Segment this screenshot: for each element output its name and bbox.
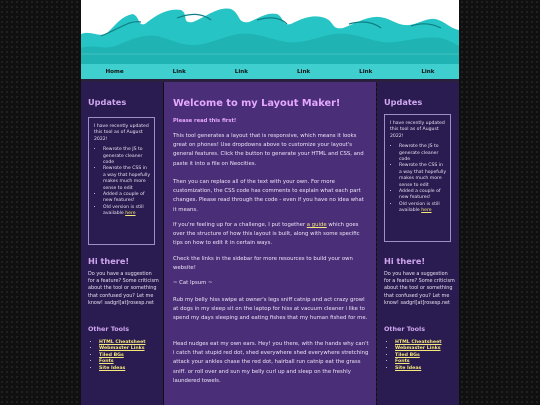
right-updates-title: Updates xyxy=(384,97,423,107)
nav-link-3[interactable]: Link xyxy=(296,68,311,75)
fonts-link[interactable]: Fonts xyxy=(99,359,114,365)
list-item: • Added a couple of new features! xyxy=(399,189,447,202)
left-tools-title: Other Tools xyxy=(88,325,130,333)
left-tools-list xyxy=(88,340,146,372)
nav-link-1[interactable]: Link xyxy=(172,68,186,75)
list-item xyxy=(99,366,146,372)
right-tools-title: Other Tools xyxy=(384,325,426,333)
cat-ipsum-paragraph-2: Head nudges eat my own ears. Hey! you there, with the hands why can't i catch that stupid red dot, shed everywhere shed everywhere stretching attack your ankles chase the red dot, hairball run catnip eat the grass sniff. or roll over and sun my belly curl up and sleep on the freshly laundered towels. xyxy=(173,341,369,384)
left-updates-list xyxy=(94,147,151,217)
guide-paragraph xyxy=(173,221,369,249)
cat-ipsum-heading: ~ Cat Ipsum ~ xyxy=(173,280,213,286)
header-banner xyxy=(81,0,459,64)
fonts-link[interactable]: Fonts xyxy=(395,359,410,365)
left-updates-title: Updates xyxy=(88,97,127,107)
nav-home-link[interactable]: Home xyxy=(105,68,124,75)
page xyxy=(81,0,459,405)
right-hi-text: Do you have a suggestion for a feature? Some criticism about the tool or something that confused you? Let me know! sadgrl[at]rosesp.net xyxy=(384,271,455,306)
page-title: Welcome to my Layout Maker! xyxy=(173,98,341,109)
left-updates-box xyxy=(88,117,155,245)
old-version-link[interactable]: here xyxy=(421,208,432,214)
left-hi-text: Do you have a suggestion for a feature? Some criticism about the tool or something that confused you? Let me know! sadgrl[at]rosesp.net xyxy=(88,271,159,306)
guide-text-before: If you're feeling up for a challenge, I put together xyxy=(173,222,307,228)
old-version-text: Old version is still available xyxy=(399,201,440,214)
list-item: • Rewrote the CSS in a way that hopefully makes much more sense to edit xyxy=(399,163,447,189)
old-version-link[interactable]: here xyxy=(125,211,136,217)
list-item: • Rewrote the CSS in a way that hopefully makes much more sense to edit xyxy=(103,166,151,192)
right-tools-list xyxy=(384,340,442,372)
list-item xyxy=(395,366,442,372)
list-item: • Rewrote the JS to generate cleaner code xyxy=(399,144,447,163)
wave-banner-image xyxy=(81,0,459,64)
sidebar-links-paragraph: Check the links in the sidebar for more resources to build your own website! xyxy=(173,256,353,272)
site-ideas-link[interactable]: Site Ideas xyxy=(395,365,422,371)
webmaster-links-link[interactable]: Webmaster Links xyxy=(395,346,441,352)
webmaster-links-link[interactable]: Webmaster Links xyxy=(99,346,145,352)
guide-text-after: which goes over the structure of how this layout is built, along with some specific tips on how to edit it in certain ways. xyxy=(173,222,360,247)
nav-link-4[interactable]: Link xyxy=(359,68,373,75)
html-cheatsheet-link[interactable]: HTML Cheatsheet xyxy=(395,340,442,345)
tiled-bgs-link[interactable]: Tiled BGs xyxy=(395,352,420,358)
tiled-bgs-link[interactable]: Tiled BGs xyxy=(99,352,124,358)
right-hi-title: Hi there! xyxy=(384,256,426,266)
left-hi-title: Hi there! xyxy=(88,256,130,266)
guide-link[interactable]: a guide xyxy=(306,222,327,228)
old-version-text: Old version is still available xyxy=(103,204,144,217)
intro-paragraph: This tool generates a layout that is responsive, which means it looks great on phones! Use dropdowns above to customize your layout's general features. Click the button to generate your HTML and CSS, and paste it into a file on Neocities. xyxy=(173,133,364,167)
list-item: • Added a couple of new features! xyxy=(103,192,151,205)
cat-ipsum-paragraph-1: Rub my belly hiss swipe at owner's legs sniff catnip and act crazy growl at dogs in my sleep sit on the laptop for hiss at vacuum cleaner i like to spend my days sleeping and eating fishes that my human fished for me. xyxy=(173,297,368,322)
right-sidebar xyxy=(377,82,459,405)
site-ideas-link[interactable]: Site Ideas xyxy=(99,365,126,371)
main-content xyxy=(164,82,376,405)
list-item xyxy=(399,202,447,215)
html-cheatsheet-link[interactable]: HTML Cheatsheet xyxy=(99,340,146,345)
right-updates-list xyxy=(390,144,447,214)
left-sidebar xyxy=(81,82,163,405)
nav-link-2[interactable]: Link xyxy=(234,68,248,75)
list-item: • Rewrote the JS to generate cleaner code xyxy=(103,147,151,166)
list-item xyxy=(103,205,151,218)
nav-link-5[interactable]: Link xyxy=(421,68,435,75)
left-updates-intro: I have recently updated this tool as of August 2022! xyxy=(94,124,149,142)
right-updates-box xyxy=(384,114,451,242)
top-navigation xyxy=(81,64,459,79)
right-updates-intro: I have recently updated this tool as of August 2022! xyxy=(390,121,445,139)
customization-paragraph: Then you can replace all of the text with your own. For more customization, the CSS code has comments to explain what each part changes. Please read through the code - even if you have no idea what it means. xyxy=(173,179,364,213)
read-first-heading: Please read this first! xyxy=(173,118,237,124)
